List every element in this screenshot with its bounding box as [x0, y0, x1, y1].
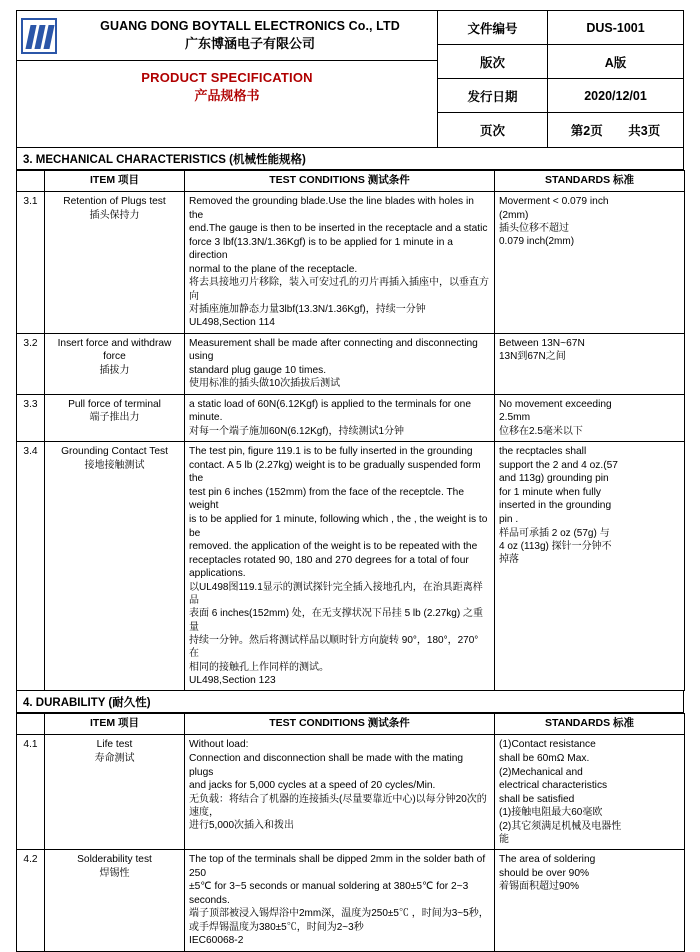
row-standards: [495, 850, 685, 951]
col-header-no: [17, 714, 45, 735]
std-line-cn: 插头位移不超过: [499, 223, 569, 235]
row-conditions: [185, 394, 495, 441]
document-header: [16, 10, 684, 148]
meta-value-revision: A版: [604, 55, 627, 70]
cond-line: end.The gauge is then to be inserted in the receptacle and a static: [189, 223, 488, 235]
cond-line: seconds.: [189, 894, 230, 906]
std-line: The area of soldering: [499, 854, 596, 866]
header-left-block: [17, 11, 437, 147]
row-number: 3.2: [17, 333, 45, 394]
doc-title-en: PRODUCT SPECIFICATION: [141, 70, 313, 86]
std-line: (1)Contact resistance: [499, 739, 596, 751]
cond-line: ±5℃ for 3~5 seconds or manual soldering at 380±5℃ for 2~3: [189, 881, 469, 893]
cond-line: normal to the plane of the receptacle.: [189, 263, 358, 275]
page-current: 第2页: [570, 124, 603, 138]
section-4-table: [16, 713, 685, 951]
row-number: 3.1: [17, 191, 45, 333]
std-line: No movement exceeding: [499, 398, 612, 410]
table-row: [17, 191, 685, 333]
std-line-cn: 掉落: [499, 554, 519, 566]
cond-line-cn: 进行5,000次插入和拨出: [189, 820, 295, 832]
row-standards: [495, 394, 685, 441]
std-line: 2.5mm: [499, 412, 531, 424]
row-item-en: Retention of Plugs test: [63, 195, 166, 207]
meta-value-issue-date: 2020/12/01: [584, 88, 647, 103]
meta-label-revision: 版次: [438, 45, 548, 78]
std-line-cn: (2)其它须满足机械及电器性: [499, 820, 622, 832]
row-number: 4.1: [17, 735, 45, 850]
company-row: [17, 11, 437, 61]
meta-row-issue-date: [438, 79, 683, 113]
meta-row-pages: [438, 113, 683, 147]
cond-line: contact. A 5 lb (2.27kg) weight is to be gradually suspended form the: [189, 459, 481, 485]
company-name-en: GUANG DONG BOYTALL ELECTRONICS Co., LTD: [100, 19, 400, 34]
table-row: [17, 735, 685, 850]
doc-title-cn: 产品规格书: [194, 88, 260, 103]
page-total: 共3页: [628, 124, 661, 138]
row-item-cn: 寿命测试: [94, 752, 135, 764]
cond-line-cn: 对插座施加静态力量3lbf(13.3N/1.36Kgf)，持续一分钟: [189, 303, 426, 315]
std-line-cn: (1)接触电阻最大60毫欧: [499, 807, 603, 819]
cond-line-cn: 对每一个端子施加60N(6.12Kgf)，持续测试1分钟: [189, 425, 405, 437]
header-meta-block: [437, 11, 683, 147]
cond-line: Removed the grounding blade.Use the line blades with holes in the: [189, 195, 474, 221]
std-line-cn: 位移在2.5毫米以下: [499, 425, 583, 437]
company-logo-icon: [21, 18, 57, 54]
company-name-cn: 广东博涵电子有限公司: [184, 35, 315, 51]
row-item-cn: 插拔力: [99, 364, 130, 376]
row-standards: [495, 735, 685, 850]
row-number: 3.4: [17, 442, 45, 691]
std-line: (2)Mechanical and: [499, 766, 583, 778]
std-line: pin .: [499, 514, 519, 525]
cond-line-tail: UL498,Section 123: [189, 674, 276, 686]
table-row: [17, 850, 685, 951]
std-line-cn: 13N到67N之间: [499, 351, 566, 363]
std-line: should be over 90%: [499, 867, 590, 879]
row-standards: [495, 333, 685, 394]
row-item: [45, 735, 185, 850]
row-number: 4.2: [17, 850, 45, 951]
row-item-cn: 插头保持力: [89, 209, 140, 221]
row-conditions: [185, 735, 495, 850]
row-standards: [495, 191, 685, 333]
cond-line-cn: 相同的接触孔上作同样的测试。: [189, 661, 329, 673]
cond-line-cn: 无负载：将结合了机器的连接插头(尽量要靠近中心)以每分钟20次的速度，: [189, 793, 487, 818]
std-line: support the 2 and 4 oz.(57: [499, 459, 618, 471]
cond-line-cn: 或手焊锡温度为380±5℃，时间为2~3秒: [189, 921, 364, 933]
col-header-standards: STANDARDS 标准: [495, 171, 685, 192]
row-item-en: Pull force of terminal: [68, 398, 161, 410]
row-item-en: Solderability test: [77, 854, 152, 866]
meta-label-pages: 页次: [438, 113, 548, 147]
row-conditions: [185, 850, 495, 951]
cond-line: minute.: [189, 412, 223, 424]
cond-line: applications.: [189, 568, 246, 580]
meta-row-revision: [438, 45, 683, 79]
row-item: [45, 442, 185, 691]
row-standards: [495, 442, 685, 691]
row-item-cn: 端子推出力: [89, 412, 140, 424]
cond-line-cn: 以UL498图119.1显示的测试探针完全插入接地孔内，在治具距离样品: [189, 581, 483, 607]
std-line-cn: 样品可承插 2 oz (57g) 与: [499, 527, 610, 539]
cond-line-tail: IEC60068-2: [189, 934, 244, 946]
row-item-cn: 接地接触测试: [84, 459, 145, 471]
cond-line: The top of the terminals shall be dipped 2mm in the solder bath of 250: [189, 854, 486, 879]
std-line-cn: 能: [499, 833, 509, 845]
document-title-row: [17, 61, 437, 113]
table-row: [17, 442, 685, 691]
section-4-title: 4. DURABILITY (耐久性): [16, 691, 684, 713]
meta-value-pages: [548, 113, 683, 147]
cond-line: removed. the application of the weight is to be repeated with the: [189, 541, 478, 553]
std-line: inserted in the grounding: [499, 500, 612, 512]
row-item: [45, 191, 185, 333]
std-line: (2mm): [499, 209, 529, 221]
std-line: the recptacles shall: [499, 446, 587, 458]
col-header-conditions: TEST CONDITIONS 测试条件: [185, 171, 495, 192]
std-line: shall be 60mΩ Max.: [499, 752, 590, 764]
row-item-en: Insert force and withdraw force: [57, 337, 172, 363]
row-item-cn: 焊锡性: [99, 867, 130, 879]
cond-line: receptacles rotated 90, 180 and 270 degrees for a total of four: [189, 554, 469, 566]
cond-line: is to be applied for 1 minute, following which , the , the weight is to be: [189, 514, 488, 539]
std-line: and 113g) grounding pin: [499, 473, 609, 485]
std-line: shall be satisfied: [499, 793, 575, 805]
row-number: 3.3: [17, 394, 45, 441]
meta-value-doc-number: DUS-1001: [586, 20, 645, 35]
cond-line-cn: 端子顶部被浸入锡焊浴中2mm深，温度为250±5℃ ，时间为3~5秒，: [189, 908, 489, 920]
table-header-row: [17, 171, 685, 192]
cond-line: Measurement shall be made after connecting and disconnecting using: [189, 337, 478, 363]
std-line: electrical characteristics: [499, 780, 608, 792]
std-line: Between 13N~67N: [499, 337, 585, 349]
cond-line-cn: 使用标准的插头做10次插拔后测试: [189, 378, 341, 390]
col-header-item: ITEM 项目: [45, 714, 185, 735]
row-conditions: [185, 442, 495, 691]
cond-line: Connection and disconnection shall be made with the mating plugs: [189, 752, 464, 778]
row-item-en: Life test: [96, 739, 133, 751]
col-header-standards: STANDARDS 标准: [495, 714, 685, 735]
cond-line: Without load:: [189, 739, 249, 751]
section-3-table: [16, 170, 685, 691]
cond-line: force 3 lbf(13.3N/1.36Kgf) is to be applied for 1 minute in a direction: [189, 236, 453, 262]
cond-line-cn: 持续一分钟。然后将测试样品以顺时针方向旋转 90°，180°，270° 在: [189, 635, 479, 660]
row-item: [45, 333, 185, 394]
std-line-cn: 着锡面积超过90%: [499, 881, 580, 893]
cond-line: a static load of 60N(6.12Kgf) is applied to the terminals for one: [189, 398, 472, 410]
section-3-title: 3. MECHANICAL CHARACTERISTICS (机械性能规格): [16, 148, 684, 170]
row-item-en: Grounding Contact Test: [61, 446, 168, 458]
cond-line: test pin 6 inches (152mm) from the face of the receptcle. The weight: [189, 486, 465, 512]
table-row: [17, 333, 685, 394]
col-header-no: [17, 171, 45, 192]
std-line: for 1 minute when fully: [499, 486, 601, 498]
cond-line-cn: 将去具接地刃片移除，装入可安过孔的刃片再插入插座中，以垂直方向: [189, 277, 489, 302]
cond-line-cn: 表面 6 inches(152mm) 处，在无支撑状况下吊挂 5 lb (2.27kg) 之重量: [189, 608, 483, 633]
std-line: Moverment < 0.079 inch: [499, 195, 609, 207]
table-row: [17, 394, 685, 441]
row-item: [45, 394, 185, 441]
std-line-cn: 0.079 inch(2mm): [499, 236, 575, 248]
cond-line-tail: UL498,Section 114: [189, 317, 275, 329]
row-conditions: [185, 333, 495, 394]
meta-label-doc-number: 文件编号: [438, 11, 548, 44]
cond-line: and jacks for 5,000 cycles at a speed of 20 cycles/Min.: [189, 780, 436, 792]
table-header-row: [17, 714, 685, 735]
col-header-item: ITEM 项目: [45, 171, 185, 192]
row-item: [45, 850, 185, 951]
cond-line: The test pin, figure 119.1 is to be fully inserted in the grounding: [189, 446, 473, 458]
meta-row-doc-number: [438, 11, 683, 45]
row-conditions: [185, 191, 495, 333]
cond-line: standard plug gauge 10 times.: [189, 364, 327, 376]
std-line-cn: 4 oz (113g) 探针一分钟不: [499, 540, 612, 552]
meta-label-issue-date: 发行日期: [438, 79, 548, 112]
col-header-conditions: TEST CONDITIONS 测试条件: [185, 714, 495, 735]
